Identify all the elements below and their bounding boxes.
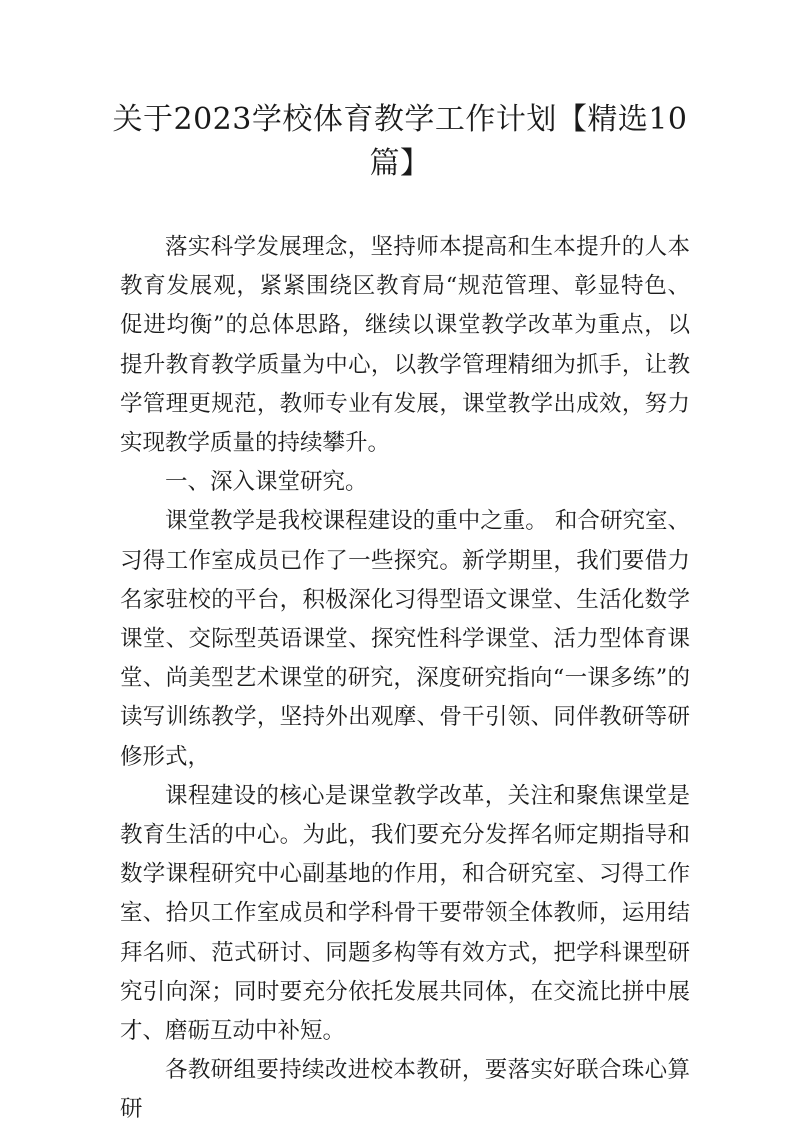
document-title: 关于2023学校体育教学工作计划【精选10篇】 xyxy=(112,102,688,181)
document-body xyxy=(120,228,690,1130)
paragraph-teaching-research: 各教研组要持续改进校本教研，要落实好联合珠心算研 xyxy=(120,1057,690,1123)
paragraph-classroom-teaching: 课堂教学是我校课程建设的重中之重。 和合研究室、习得工作室成员已作了一些探究。新学期里，我们要借力名家驻校的平台，积极深化习得型语文课堂、生活化数学课堂、交际型英语课堂、探究性科学课堂、活力型体育课堂、尚美型艺术课堂的研究，深度研究指向“一课多练”的读写训练教学，坚持外出观摩、骨干引领、同伴教研等研修形式， xyxy=(120,508,690,770)
paragraph-intro: 落实科学发展理念，坚持师本提高和生本提升的人本教育发展观，紧紧围绕区教育局“规范管理、彰显特色、促进均衡”的总体思路，继续以课堂教学改革为重点，以提升教育教学质量为中心，以教学管理精细为抓手，让教学管理更规范，教师专业有发展，课堂教学出成效，努力实现教学质量的持续攀升。 xyxy=(120,234,690,457)
section-heading-classroom-research: 一、深入课堂研究。 xyxy=(165,469,368,496)
paragraph-curriculum-core: 课程建设的核心是课堂教学改革，关注和聚焦课堂是教育生活的中心。为此，我们要充分发挥名师定期指导和数学课程研究中心副基地的作用，和合研究室、习得工作室、拾贝工作室成员和学科骨干要带领全体教师，运用结拜名师、范式研讨、同题多构等有效方式，把学科课型研究引向深；同时要充分依托发展共同体，在交流比拼中展才、磨砺互动中补短。 xyxy=(120,782,690,1045)
